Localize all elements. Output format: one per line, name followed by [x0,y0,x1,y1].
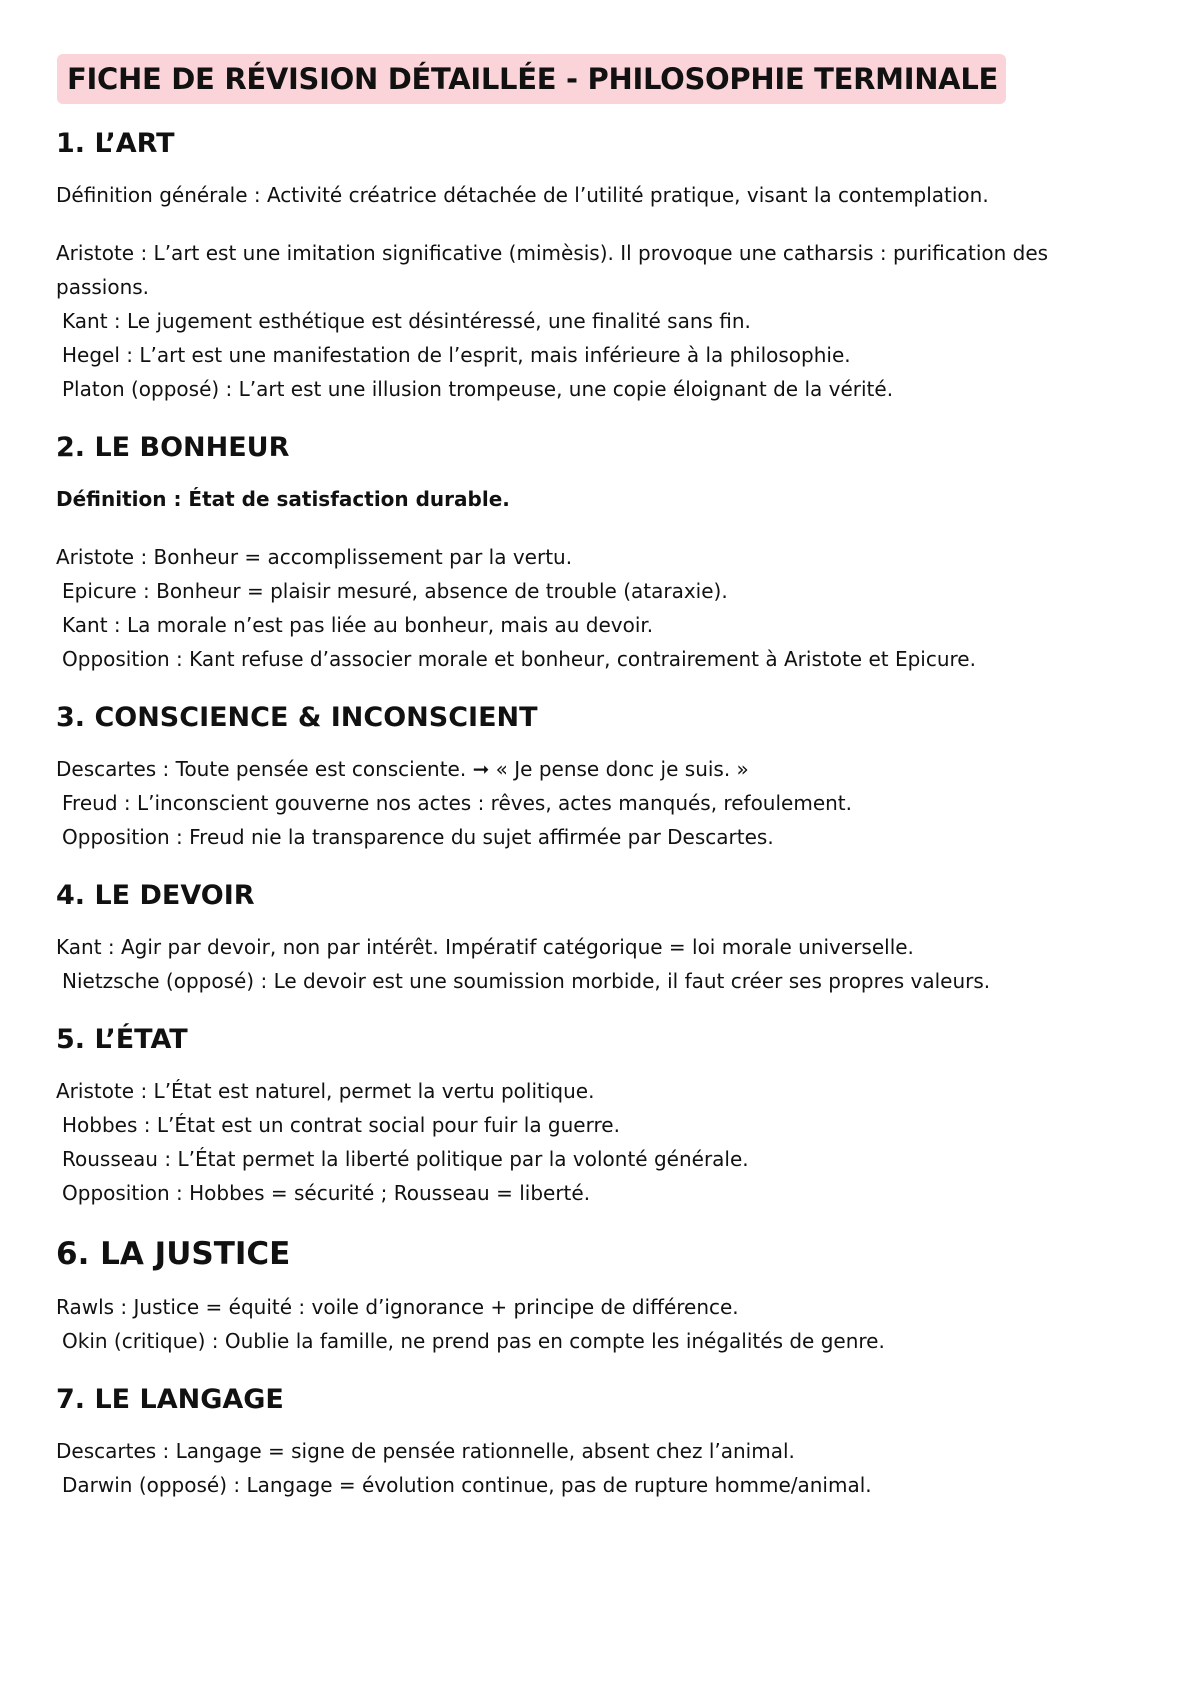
section-heading: 6. LA JUSTICE [56,1236,291,1272]
text-line: Kant : La morale n’est pas liée au bonheur, mais au devoir. [62,613,654,637]
text-line: Aristote : Bonheur = accomplissement par la vertu. [56,545,573,569]
text-line: Platon (opposé) : L’art est une illusion trompeuse, une copie éloignant de la vérité. [62,377,894,401]
section-justice [56,1234,1146,1358]
definition-text: Définition : État de satisfaction durable. [56,487,510,511]
text-line: Kant : Agir par devoir, non par intérêt. Impératif catégorique = loi morale universelle. [56,935,914,959]
section-heading: 3. CONSCIENCE & INCONSCIENT [56,702,538,733]
section-conscience [56,700,1146,854]
definition-text: Définition générale : Activité créatrice détachée de l’utilité pratique, visant la contemplation. [56,183,989,207]
text-line: Aristote : L’État est naturel, permet la vertu politique. [56,1079,595,1103]
section-heading: 1. L’ART [56,128,175,159]
text-line: Hegel : L’art est une manifestation de l’esprit, mais inférieure à la philosophie. [62,343,851,367]
section-langage [56,1382,1146,1502]
text-line: Opposition : Hobbes = sécurité ; Rousseau = liberté. [62,1181,591,1205]
text-line: Descartes : Langage = signe de pensée rationnelle, absent chez l’animal. [56,1439,795,1463]
text-line: Aristote : L’art est une imitation significative (mimèsis). Il provoque une catharsis : purification des [56,241,1049,265]
text-line: Nietzsche (opposé) : Le devoir est une soumission morbide, il faut créer ses propres valeurs. [62,969,991,993]
text-line: Opposition : Kant refuse d’associer morale et bonheur, contrairement à Aristote et Epicure. [62,647,976,671]
text-line: Kant : Le jugement esthétique est désintéressé, une finalité sans fin. [62,309,751,333]
section-bonheur [56,430,1146,676]
text-line: Opposition : Freud nie la transparence du sujet affirmée par Descartes. [62,825,774,849]
section-art [56,126,1146,406]
section-devoir [56,878,1146,998]
text-line: Rawls : Justice = équité : voile d’ignorance + principe de différence. [56,1295,739,1319]
section-heading: 2. LE BONHEUR [56,432,290,463]
text-line: Freud : L’inconscient gouverne nos actes : rêves, actes manqués, refoulement. [62,791,852,815]
text-line: Darwin (opposé) : Langage = évolution continue, pas de rupture homme/animal. [62,1473,872,1497]
section-heading: 5. L’ÉTAT [56,1024,188,1055]
section-heading: 4. LE DEVOIR [56,880,255,911]
text-line: Hobbes : L’État est un contrat social pour fuir la guerre. [62,1113,620,1137]
document-title: FICHE DE RÉVISION DÉTAILLÉE - PHILOSOPHIE TERMINALE [57,54,1006,104]
text-line: Rousseau : L’État permet la liberté politique par la volonté générale. [62,1147,749,1171]
text-line: passions. [56,275,150,299]
text-line: Descartes : Toute pensée est consciente. ➞ « Je pense donc je suis. » [56,757,749,781]
document-page [56,54,1146,1502]
text-line: Epicure : Bonheur = plaisir mesuré, absence de trouble (ataraxie). [62,579,728,603]
section-heading: 7. LE LANGAGE [56,1384,284,1415]
text-line: Okin (critique) : Oublie la famille, ne prend pas en compte les inégalités de genre. [62,1329,885,1353]
section-etat [56,1022,1146,1210]
